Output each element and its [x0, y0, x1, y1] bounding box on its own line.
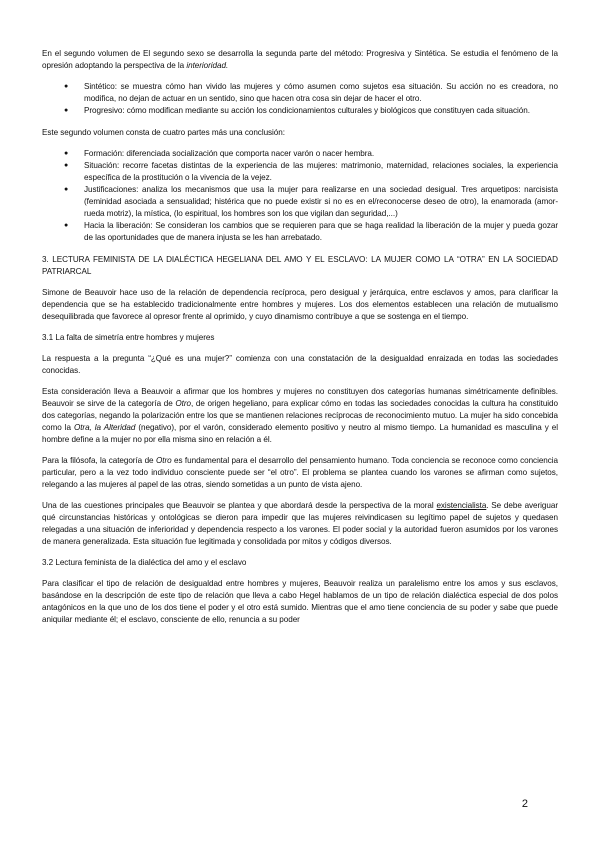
parts-list [42, 148, 558, 244]
subsection-3-1-paragraph-2: Esta consideración lleva a Beauvoir a afirmar que los hombres y mujeres no constituyen dos categorías humanas simétricamente definibles. Beauvoir se sirve de la categoría de Otro, de origen hegeliano, para explicar cómo en todas las sociedades conocidas la cultura ha constituido dos categorías, negando la polarización entre los que se mantienen relaciones recíprocas de reconocimiento mutuo. La mujer ha sido concebida como la Otra, la Alteridad (negativo), por el varón, considerado elemento positivo y neutro al mismo tiempo. La humanidad es masculina y el hombre define a la mujer no por ella misma sino en relación a él. [42, 387, 558, 444]
part-item-liberacion: ● Hacia la liberación: Se consideran los cambios que se requieren para que se haga realidad la liberación de la mujer y pueda gozar de las oportunidades que de manera injusta se les han arrebatado. [84, 220, 558, 244]
method-item-progresivo: ● Progresivo: cómo modifican mediante su acción los condicionamientos culturales y biológicos que constituyen cada situación. [84, 105, 558, 117]
subsection-3-1-paragraph-4: Una de las cuestiones principales que Beauvoir se plantea y que abordará desde la perspectiva de la moral existencialista. Se debe averiguar qué circunstancias históricas y ontológicas se dieron para impedir que las mujeres reivindicasen su legítimo papel de sujetos y quedasen relegadas a una situación de inferioridad y dependencia respecto a los varones. El poder social y la autoridad fueron asumidos por los varones de manera generalizada. Esta situación fue legitimada y consolidada por mitos y códigos diversos. [42, 501, 558, 546]
page-content [42, 48, 558, 635]
section-3-paragraph: Simone de Beauvoir hace uso de la relación de dependencia recíproca, pero desigual y jerárquica, entre esclavos y amos, para clarificar la dependencia que se ha establecido tradicionalmente entre hombres y mujeres. Los dos elementos establecen una relación de mutualismo desequilibrada que favorece al opresor frente al oprimido, y cuyo dinamismo contribuye a que se sostenga en el tiempo. [42, 288, 558, 321]
section-3-heading: 3. LECTURA FEMINISTA DE LA DIALÉCTICA HEGELIANA DEL AMO Y EL ESCLAVO: LA MUJER COMO LA “OTRA” EN LA SOCIEDAD PATRIARCAL [42, 255, 558, 276]
intro-emphasis: interioridad. [186, 61, 229, 70]
existencialista-link[interactable]: existencialista [436, 501, 487, 510]
part-item-justificaciones: ● Justificaciones: analiza los mecanismos que usa la mujer para realizarse en una sociedad desigual. Tres arquetipos: narcisista (feminidad asociada a sensualidad; histérica que no puede existir si no es en el/reconocerse deseo de otro), la enamorada (amor- rueda motriz), la mística, (lo espiritual, los hombres son los que vigilan dan seguridad,...) [84, 184, 558, 220]
method-item-sintetico: ● Sintético: se muestra cómo han vivido las mujeres y cómo asumen como sujetos esa situación. Su acción no es creadora, no modifica, no dejan de actuar en un sentido, sino que hacen otra cosa sin dejar de hacer el otro. [84, 81, 558, 105]
subsection-3-2-heading: 3.2 Lectura feminista de la dialéctica del amo y el esclavo [42, 558, 247, 567]
parts-intro: Este segundo volumen consta de cuatro partes más una conclusión: [42, 128, 285, 137]
method-list [42, 81, 558, 117]
subsection-3-1-paragraph-1: La respuesta a la pregunta “¿Qué es una mujer?” comienza con una constatación de la desigualdad enraizada en todas las sociedades conocidas. [42, 354, 558, 375]
part-item-situacion: ● Situación: recorre facetas distintas de la experiencia de las mujeres: matrimonio, maternidad, relaciones sociales, la experiencia específica de la prostitución o la vivencia de la vejez. [84, 160, 558, 184]
page-number: 2 [521, 798, 528, 810]
subsection-3-1-heading: 3.1 La falta de simetría entre hombres y mujeres [42, 333, 215, 342]
subsection-3-2-paragraph-1: Para clasificar el tipo de relación de desigualdad entre hombres y mujeres, Beauvoir realiza un paralelismo entre los amos y sus esclavos, basándose en la descripción de este tipo de relación que lleva a cabo Hegel hablamos de un tipo de relación dialéctica especial de dos polos antagónicos en la que uno de los dos tiene el poder y el otro está sumido. Mientras que el amo tiene conciencia de su poder y sabe que puede aniquilar mediante él; el esclavo, consciente de ello, renuncia a su poder [42, 579, 558, 624]
intro-paragraph: En el segundo volumen de El segundo sexo se desarrolla la segunda parte del método: Progresiva y Sintética. Se estudia el fenómeno de la opresión adoptando la perspectiva de la interioridad. [42, 49, 558, 70]
part-item-formacion: ● Formación: diferenciada socialización que comporta nacer varón o nacer hembra. [84, 148, 558, 160]
subsection-3-1-paragraph-3: Para la filósofa, la categoría de Otro es fundamental para el desarrollo del pensamiento humano. Toda conciencia se reconoce como conciencia particular, pero a la vez todo individuo consciente puede ser “el otro”. El problema se plantea cuando los varones se afirman como sujetos, relegando a las mujeres al papel de las otras, siendo sometidas a un punto de vista ajeno. [42, 456, 558, 489]
